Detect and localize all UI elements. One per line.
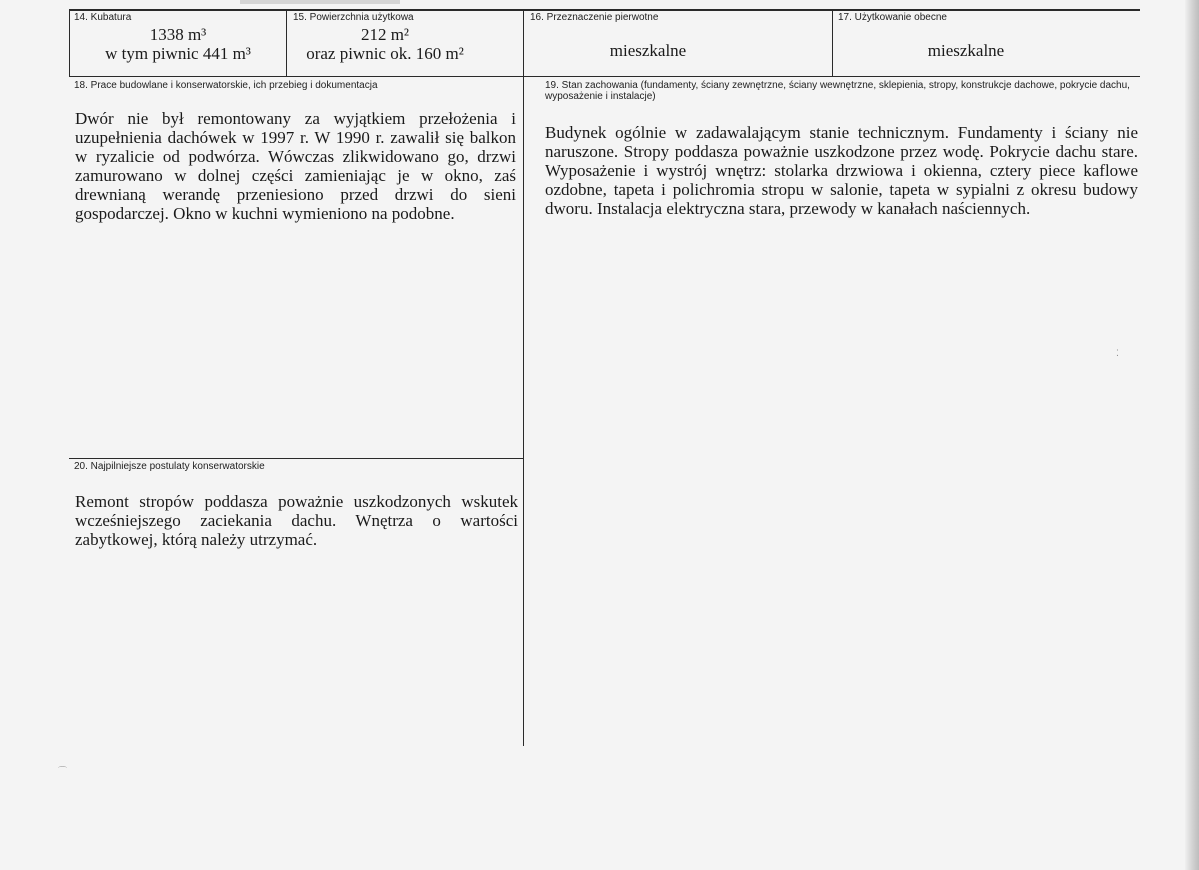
stan-label: 19. Stan zachowania (fundamenty, ściany zewnętrzne, ściany wewnętrzne, sklepienia, stropy, konstrukcje dachowe, pokrycie dachu, wyposażenie i instalacje) (545, 80, 1130, 102)
scan-edge-shadow (1185, 0, 1199, 870)
uzytkowanie-label: 17. Użytkowanie obecne (838, 12, 947, 23)
postulaty-text: Remont stropów poddasza poważnie uszkodzonych wskutek wcześniejszego zaciekania dachu. Wnętrza o wartości zabytkowej, którą należy utrzymać. (75, 492, 518, 549)
scan-top-mark (240, 0, 400, 4)
scan-dot: ⁚ (1116, 348, 1119, 358)
prace-label: 18. Prace budowlane i konserwatorskie, ich przebieg i dokumentacja (74, 80, 378, 91)
grid-section-20-line (69, 458, 524, 459)
powierzchnia-label: 15. Powierzchnia użytkowa (293, 12, 414, 23)
grid-header-bottom-line (69, 76, 1140, 77)
scan-speck: ⌒ (58, 766, 68, 776)
prace-text: Dwór nie był remontowany za wyjątkiem przełożenia i uzupełnienia dachówek w 1997 r. W 1990 r. zawalił się balkon w ryzalicie od podwórza. Wówczas zlikwidowano go, drzwi zamurowano w dolnej części zamieniając je w okno, zaś drewnianą werandę przeniesiono przed drzwi do sieni gospodarczej. Okno w kuchni wymieniono na podobne. (75, 109, 516, 223)
przeznaczenie-value: mieszkalne (609, 41, 687, 60)
postulaty-label: 20. Najpilniejsze postulaty konserwatorskie (74, 461, 265, 472)
powierzchnia-piwnic: oraz piwnic ok. 160 m² (306, 44, 464, 63)
uzytkowanie-value: mieszkalne (927, 41, 1005, 60)
kubatura-value: 1338 m³ (149, 25, 207, 44)
przeznaczenie-label: 16. Przeznaczenie pierwotne (530, 12, 659, 23)
grid-center-line (523, 9, 524, 746)
stan-text: Budynek ogólnie w zadawalającym stanie technicznym. Fundamenty i ściany nie naruszone. Stropy poddasza poważnie uszkodzone przez wodę. Pokrycie dachu stare. Wyposażenie i wystrój wnętrz: stolarka drzwiowa i okienna, cztery piece kaflowe ozdobne, tapeta i polichromia stropu w salonie, tapeta w sypialni z okresu budowy dworu. Instalacja elektryczna stara, przewody w kanałach naściennych. (545, 123, 1138, 218)
kubatura-label: 14. Kubatura (74, 12, 132, 23)
kubatura-piwnic: w tym piwnic 441 m³ (105, 44, 251, 63)
powierzchnia-value: 212 m² (360, 25, 410, 44)
grid-top-line (69, 9, 1140, 11)
